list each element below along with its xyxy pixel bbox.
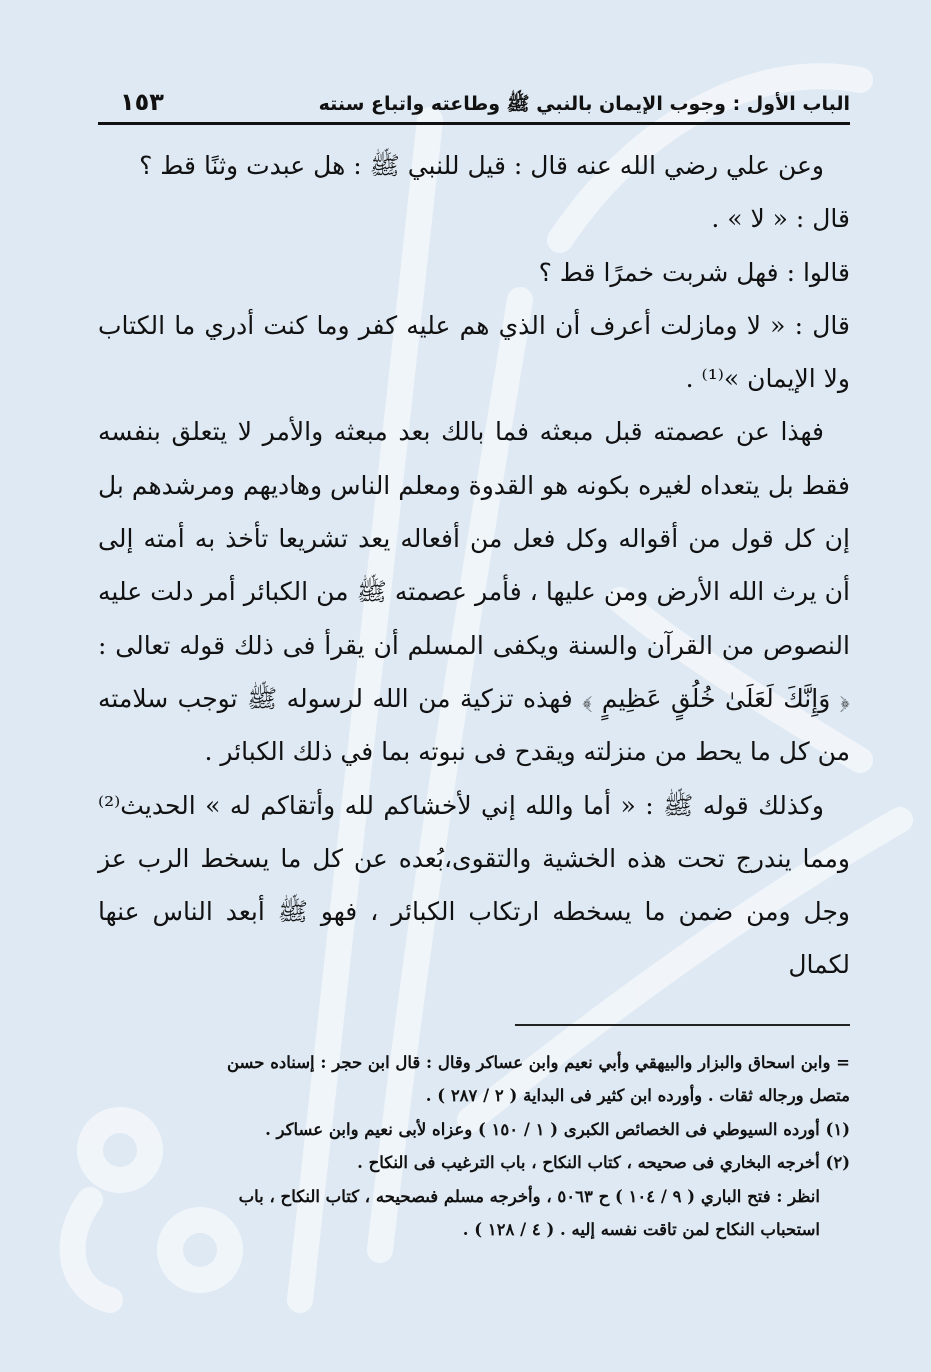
- footnote-divider: [515, 1024, 850, 1026]
- paragraph: قال : « لا ومازلت أعرف أن الذي هم عليه كفر وما كنت أدري ما الكتاب ولا الإيمان »⁽¹⁾ .: [98, 310, 850, 394]
- page-number: ١٥٣: [120, 88, 164, 116]
- paragraph: فهذا عن عصمته قبل مبعثه فما بالك بعد مبعثه والأمر لا يتعلق بنفسه فقط بل يتعداه لغيره بكونه هو القدوة ومعلم الناس وهاديهم ومرشدهم بل إن كل قول من أقواله وكل فعل من أفعاله يعد تشريعا تأخذ به أمته إلى أن يرث الله الأرض ومن عليها ، فأمر عصمته ﷺ من الكبائر أمر دلت عليه النصوص من القرآن والسنة ويكفى المسلم أن يقرأ فى ذلك قوله تعالى : ﴿ وَإِنَّكَ لَعَلَىٰ خُلُقٍ عَظِيمٍ ﴾ فهذه تزكية من الله لرسوله ﷺ توجب سلامته من كل ما يحط من منزلته ويقدح فى نبوته بما في ذلك الكبائر .: [98, 417, 850, 767]
- footnote-line: = وابن اسحاق والبزار والبيهقي وأبي نعيم وابن عساكر وقال : قال ابن حجر : إسناده حسن: [227, 1052, 850, 1072]
- footnote-line: متصل ورجاله ثقات . وأورده ابن كثير فى البداية ( ٢ / ٢٨٧ ) .: [425, 1086, 850, 1106]
- paragraph: وعن علي رضي الله عنه قال : قيل للنبي ﷺ : هل عبدت وثنًا قط ؟: [139, 151, 824, 180]
- book-page: [98, 78, 850, 1247]
- footnote-line: (٢) أخرجه البخاري فى صحيحه ، كتاب النكاح ، باب الترغيب فى النكاح .: [357, 1153, 850, 1173]
- footnote-line: استحباب النكاح لمن تاقت نفسه إليه . ( ٤ / ١٢٨ ) .: [462, 1220, 820, 1240]
- main-text: [98, 139, 850, 992]
- page-header: [98, 78, 850, 125]
- paragraph: قالوا : فهل شربت خمرًا قط ؟: [538, 257, 850, 287]
- footnote-line: (١) أورده السيوطي فى الخصائص الكبرى ( ١ / ١٥٠ ) وعزاه لأبى نعيم وابن عساكر .: [265, 1119, 850, 1139]
- paragraph: قال : « لا » .: [711, 204, 850, 234]
- footnote-line: انظر : فتح الباري ( ٩ / ١٠٤ ) ح ٥٠٦٣ ، وأخرجه مسلم فىصحيحه ، كتاب النكاح ، باب: [238, 1186, 820, 1206]
- paragraph: وكذلك قوله ﷺ : « أما والله إني لأخشاكم لله وأتقاكم له » الحديث⁽²⁾ ومما يندرج تحت هذه الخشية والتقوى،بُعده عن كل ما يسخط الرب عز وجل ومن ضمن ما يسخطه ارتكاب الكبائر ، فهو ﷺ أبعد الناس عنها لكمال: [98, 790, 851, 980]
- footnotes: [98, 1024, 850, 1247]
- running-title: الباب الأول : وجوب الإيمان بالنبي ﷺ وطاعته واتباع سنته: [318, 93, 850, 115]
